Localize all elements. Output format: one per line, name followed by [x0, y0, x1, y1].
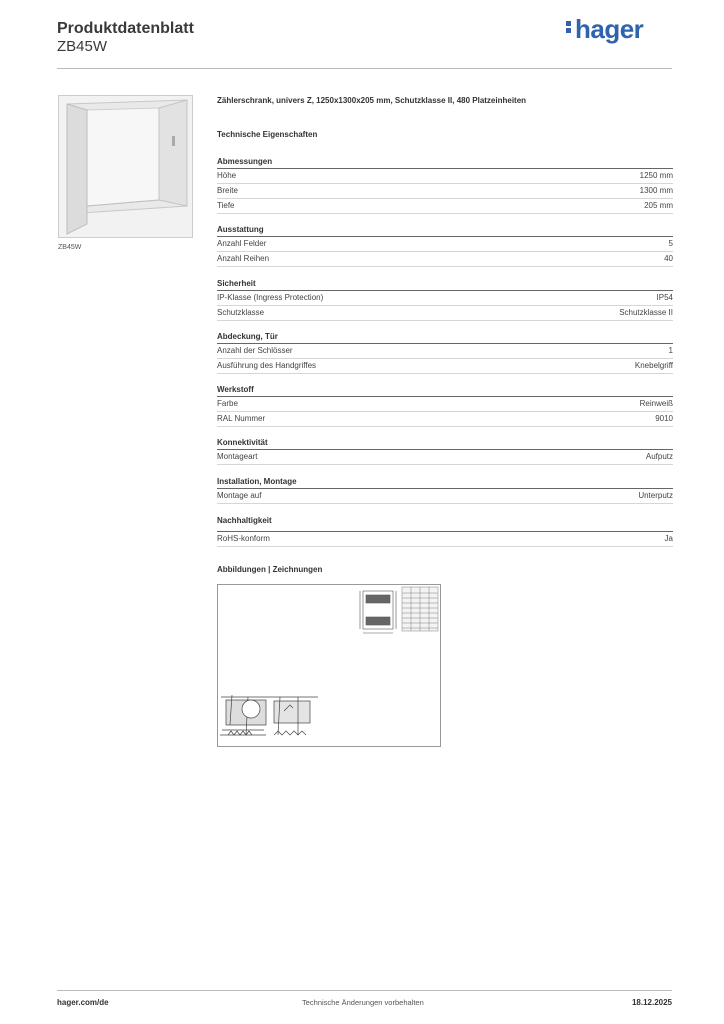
spec-value: IP54: [656, 293, 673, 302]
spec-value: 40: [664, 254, 673, 263]
figures-heading: Abbildungen | Zeichnungen: [217, 565, 323, 574]
section-title: Werkstoff: [217, 383, 673, 397]
spec-row: [217, 450, 673, 465]
footer-website-link[interactable]: hager.com/de: [57, 998, 109, 1007]
product-description: Zählerschrank, univers Z, 1250x1300x205 mm, Schutzklasse II, 480 Platzeinheiten: [217, 96, 527, 105]
section-title: Ausstattung: [217, 223, 673, 237]
spec-label: Höhe: [217, 171, 237, 180]
footer-disclaimer: Technische Änderungen vorbehalten: [302, 998, 424, 1007]
section-equipment: [217, 223, 673, 267]
spec-label: Anzahl der Schlösser: [217, 346, 293, 355]
cabinet-illustration: [59, 96, 192, 237]
spec-value: 1250 mm: [639, 171, 673, 180]
spec-label: Tiefe: [217, 201, 235, 210]
drawings-panel: [217, 584, 441, 747]
spec-label: RAL Nummer: [217, 414, 266, 423]
spec-row: [217, 184, 673, 199]
spec-row: [217, 237, 673, 252]
spec-label: Anzahl Reihen: [217, 254, 270, 263]
spec-value: 1300 mm: [639, 186, 673, 195]
spec-value: Schutzklasse II: [619, 308, 673, 317]
spec-value: 1: [668, 346, 673, 355]
spec-value: 205 mm: [644, 201, 673, 210]
spec-label: Montageart: [217, 452, 258, 461]
spec-label: Ausführung des Handgriffes: [217, 361, 317, 370]
section-material: [217, 383, 673, 427]
logo-text: hager: [575, 14, 644, 44]
section-title: Abdeckung, Tür: [217, 330, 673, 344]
spec-row: [217, 412, 673, 427]
section-dimensions: [217, 155, 673, 214]
spec-label: Anzahl Felder: [217, 239, 267, 248]
hager-logo: [566, 14, 643, 45]
section-cover-door: [217, 330, 673, 374]
dimension-drawing: [360, 591, 396, 633]
product-caption: ZB45W: [58, 244, 82, 251]
spec-row: [217, 359, 673, 374]
spec-row: [217, 306, 673, 321]
section-connectivity: [217, 436, 673, 465]
spec-label: Schutzklasse: [217, 308, 265, 317]
footer-divider: [57, 990, 672, 991]
spec-label: Breite: [217, 186, 238, 195]
spec-value: Unterputz: [638, 491, 673, 500]
page-title: Produktdatenblatt: [57, 20, 194, 37]
section-title: Konnektivität: [217, 436, 673, 450]
installation-sketches: [220, 695, 318, 735]
product-code: ZB45W: [57, 38, 108, 55]
section-sustainability: [217, 514, 673, 547]
spec-row: [217, 199, 673, 214]
footer-date: 18.12.2025: [631, 998, 672, 1007]
data-table-drawing: [402, 587, 438, 631]
spec-value: Ja: [664, 534, 673, 543]
spec-row: [217, 169, 673, 184]
section-installation: [217, 475, 673, 504]
section-safety: [217, 277, 673, 321]
technical-drawings: [218, 585, 440, 746]
section-title: Nachhaltigkeit: [217, 514, 673, 532]
spec-label: RoHS-konform: [217, 534, 270, 543]
spec-row: [217, 344, 673, 359]
spec-value: Knebelgriff: [634, 361, 673, 370]
spec-value: Aufputz: [645, 452, 673, 461]
spec-row: [217, 291, 673, 306]
spec-label: Montage auf: [217, 491, 262, 500]
section-title: Abmessungen: [217, 155, 673, 169]
header-divider: [57, 68, 672, 69]
spec-row: [217, 397, 673, 412]
spec-value: 9010: [655, 414, 673, 423]
spec-label: IP-Klasse (Ingress Protection): [217, 293, 324, 302]
section-title: Sicherheit: [217, 277, 673, 291]
spec-value: 5: [668, 239, 673, 248]
spec-value: Reinweiß: [639, 399, 673, 408]
section-title: Installation, Montage: [217, 475, 673, 489]
product-image: [58, 95, 193, 238]
spec-row: [217, 489, 673, 504]
technical-properties-heading: Technische Eigenschaften: [217, 130, 318, 139]
spec-row: [217, 252, 673, 267]
spec-row: [217, 532, 673, 547]
logo-dots-icon: [566, 19, 572, 35]
spec-label: Farbe: [217, 399, 238, 408]
